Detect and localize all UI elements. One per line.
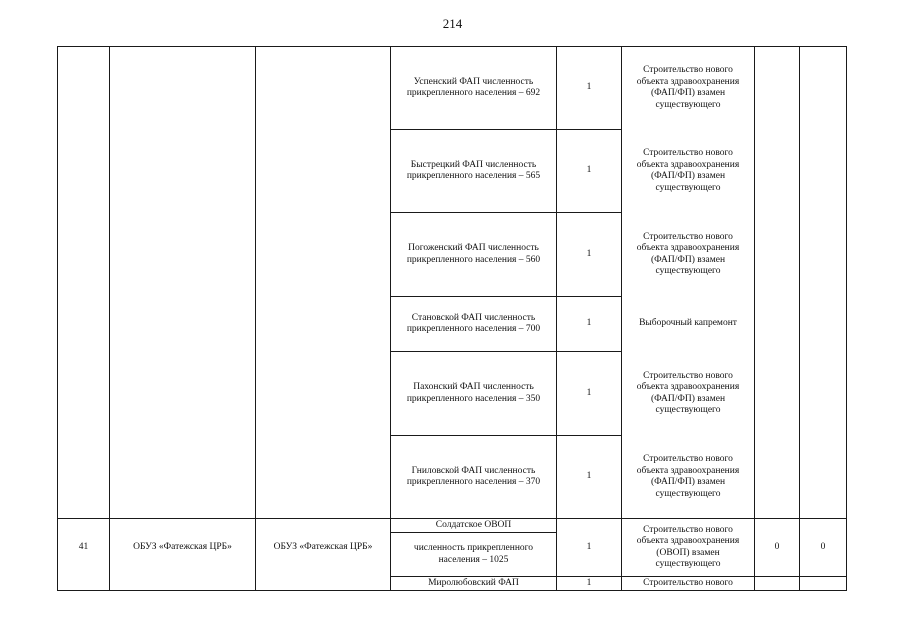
action-cell: Строительство нового (643, 577, 733, 588)
facility-cell: Гниловской ФАП численность прикрепленного населения – 370 (406, 465, 541, 487)
facility-cell: Становской ФАП численность прикрепленного населения – 700 (406, 312, 541, 334)
facility-cell: Быстрецкий ФАП численность прикрепленного населения – 565 (406, 159, 541, 181)
row-number: 41 (78, 541, 89, 552)
facility-cell: Погоженский ФАП численность прикрепленного населения – 560 (406, 243, 541, 265)
value-cell: 0 (820, 541, 826, 552)
action-cell: Строительство нового объекта здравоохранения (ФАП/ФП) взамен существующего (636, 370, 740, 415)
value-cell: 0 (774, 541, 780, 552)
action-cell: Строительство нового объекта здравоохранения (ФАП/ФП) взамен существующего (636, 231, 740, 276)
count-cell: 1 (586, 541, 592, 552)
facility-cell: Пахонский ФАП численность прикрепленного населения – 350 (406, 382, 541, 404)
column-divider (799, 46, 800, 591)
table-border-bottom (57, 590, 847, 591)
count-cell: 1 (586, 318, 592, 329)
action-cell: Строительство нового объекта здравоохранения (ФАП/ФП) взамен существующего (636, 148, 740, 193)
table-border-right (846, 46, 847, 591)
column-divider (255, 46, 256, 591)
table-border-left (57, 46, 58, 591)
page-number: 214 (442, 16, 463, 31)
facility-name-cell: Солдатское ОВОП (435, 519, 512, 530)
column-divider (754, 46, 755, 591)
action-cell: Строительство нового объекта здравоохранения (ОВОП) взамен существующего (636, 524, 740, 569)
count-cell: 1 (586, 471, 592, 482)
organization-cell: ОБУЗ «Фатежская ЦРБ» (133, 541, 232, 552)
facility-cell: Миролюбовский ФАП (428, 577, 519, 588)
organization-cell: ОБУЗ «Фатежская ЦРБ» (273, 541, 373, 552)
count-cell: 1 (586, 577, 592, 588)
count-cell: 1 (586, 82, 592, 93)
facility-cell: Успенский ФАП численность прикрепленного населения – 692 (406, 76, 541, 98)
action-cell: Строительство нового объекта здравоохранения (ФАП/ФП) взамен существующего (636, 454, 740, 499)
action-cell: Выборочный капремонт (639, 318, 737, 329)
count-cell: 1 (586, 387, 592, 398)
column-divider (109, 46, 110, 591)
facility-population-cell: численность прикрепленного населения – 1025 (413, 543, 534, 565)
action-cell: Строительство нового объекта здравоохранения (ФАП/ФП) взамен существующего (636, 65, 740, 110)
count-cell: 1 (586, 165, 592, 176)
count-cell: 1 (586, 248, 592, 259)
